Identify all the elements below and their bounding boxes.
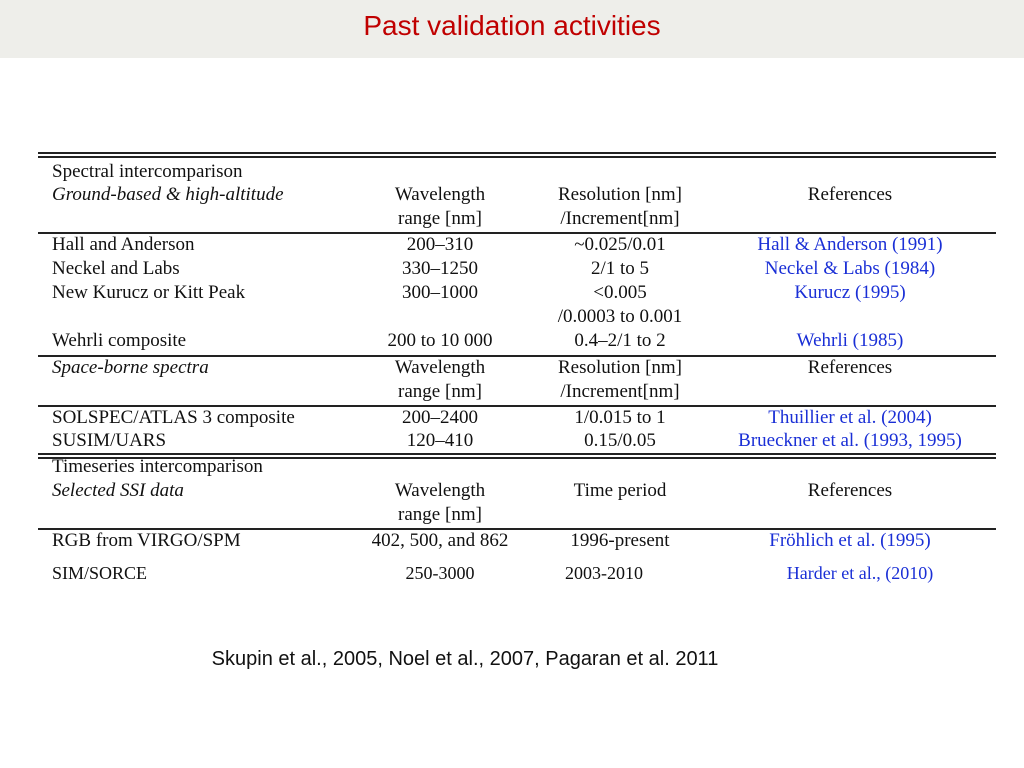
reference-link[interactable]: Harder et al., (2010) xyxy=(786,563,934,583)
reference-link[interactable]: Wehrli (1985) xyxy=(796,330,904,351)
table-cell: 300–1000 xyxy=(402,282,478,303)
table-row: Wehrli composite xyxy=(52,330,187,351)
header-resolution: Resolution [nm] xyxy=(557,357,683,378)
header-wavelength: Wavelength xyxy=(394,184,486,205)
header-wavelength-unit: range [nm] xyxy=(398,208,482,229)
header-resolution: Resolution [nm] xyxy=(557,184,683,205)
reference-link[interactable]: Kurucz (1995) xyxy=(794,282,906,303)
table-top-rule xyxy=(38,152,996,158)
reference-link[interactable]: Hall & Anderson (1991) xyxy=(757,234,943,255)
table-row: Hall and Anderson xyxy=(52,234,195,255)
section-heading-timeseries: Timeseries intercomparison xyxy=(52,456,263,477)
header-resolution-unit: /Increment[nm] xyxy=(560,208,680,229)
header-references: References xyxy=(807,184,893,205)
table-row: SUSIM/UARS xyxy=(52,430,167,451)
table-cell: 250-3000 xyxy=(405,563,475,583)
table-cell: <0.005 xyxy=(593,282,647,303)
table-cell: 200–2400 xyxy=(402,407,478,428)
table-cell: 200–310 xyxy=(406,234,474,255)
header-wavelength-unit: range [nm] xyxy=(398,381,482,402)
header-wavelength: Wavelength xyxy=(394,480,486,501)
header-wavelength-unit: range [nm] xyxy=(398,504,482,525)
header-time-period: Time period xyxy=(573,480,667,501)
table-cell: 200 to 10 000 xyxy=(387,330,493,351)
reference-link[interactable]: Neckel & Labs (1984) xyxy=(764,258,936,279)
citation-footer xyxy=(0,648,886,671)
table-cell: 1996-present xyxy=(570,530,670,551)
section-subheading-ground: Ground-based & high-altitude xyxy=(52,184,284,205)
table-cell: 2/1 to 5 xyxy=(590,258,650,279)
table-cell: 2003-2010 xyxy=(565,563,643,583)
table-cell: 120–410 xyxy=(406,430,474,451)
table-row: RGB from VIRGO/SPM xyxy=(52,530,241,551)
table-row: New Kurucz or Kitt Peak xyxy=(52,282,246,303)
table-cell: 330–1250 xyxy=(402,258,478,279)
table-cell: /0.0003 to 0.001 xyxy=(557,306,683,327)
reference-link[interactable]: Brueckner et al. (1993, 1995) xyxy=(738,430,962,451)
table-row: SOLSPEC/ATLAS 3 composite xyxy=(52,407,295,428)
reference-link[interactable]: Fröhlich et al. (1995) xyxy=(769,530,931,551)
table-row: Neckel and Labs xyxy=(52,258,180,279)
table-row: SIM/SORCE xyxy=(52,563,148,583)
table-cell: ~0.025/0.01 xyxy=(574,234,666,255)
table-cell: 1/0.015 to 1 xyxy=(574,407,666,428)
header-references: References xyxy=(807,357,893,378)
table-cell: 402, 500, and 862 xyxy=(371,530,509,551)
table-cell: 0.4–2/1 to 2 xyxy=(574,330,666,351)
slide-title: Past validation activities xyxy=(363,10,661,41)
section-subheading-space: Space-borne spectra xyxy=(52,357,209,378)
header-references: References xyxy=(807,480,893,501)
table-cell: 0.15/0.05 xyxy=(584,430,656,451)
header-wavelength: Wavelength xyxy=(394,357,486,378)
section-subheading-ssi: Selected SSI data xyxy=(52,480,184,501)
header-resolution-unit: /Increment[nm] xyxy=(560,381,680,402)
reference-link[interactable]: Thuillier et al. (2004) xyxy=(768,407,932,428)
section-heading-spectral: Spectral intercomparison xyxy=(52,161,243,182)
citation-text: Skupin et al., 2005, Noel et al., 2007, Pagaran et al. 2011 xyxy=(211,648,719,670)
